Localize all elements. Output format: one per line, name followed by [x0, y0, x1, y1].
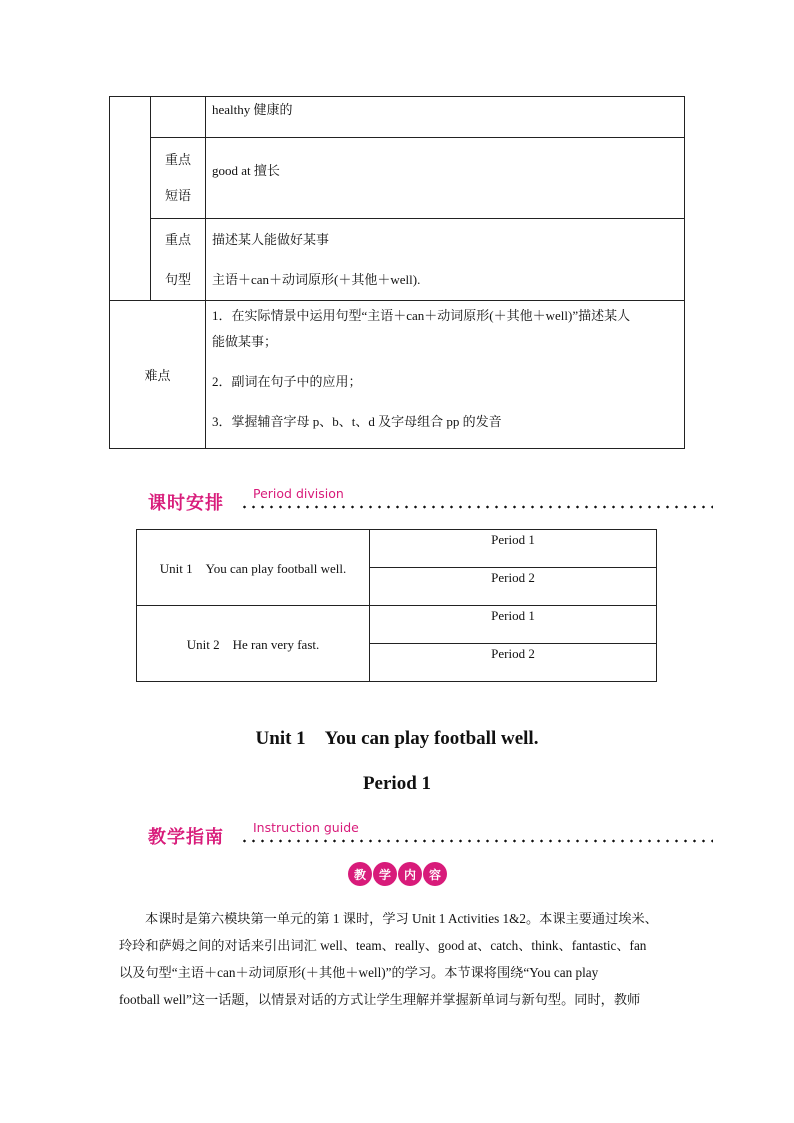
- period-division-title: 课时安排: [148, 493, 224, 514]
- period-cell: Period 1: [370, 530, 657, 568]
- instruction-guide-title: 教学指南: [148, 827, 224, 848]
- sentences-text: 描述某人能做好某事 主语＋can＋动词原形(＋其他＋well).: [206, 219, 685, 301]
- period-cell: Period 2: [370, 568, 657, 606]
- badge-char: 内: [398, 862, 422, 886]
- dotted-divider: [240, 505, 713, 509]
- period-table: [136, 529, 657, 682]
- unit-cell: Unit 1 You can play football well.: [137, 530, 370, 606]
- unit-cell: Unit 2 He ran very fast.: [137, 606, 370, 682]
- sentences-label: 重点 句型: [151, 219, 206, 301]
- badge-char: 学: [373, 862, 397, 886]
- content-paragraph: [119, 905, 677, 1013]
- badge-char: 容: [423, 862, 447, 886]
- badge-char: 教: [348, 862, 372, 886]
- period-division-heading: [148, 486, 713, 519]
- period-cell: Period 2: [370, 644, 657, 682]
- period-title: Period 1: [362, 773, 432, 794]
- paragraph-line: 本课时是第六模块第一单元的第 1 课时，学习 Unit 1 Activities 1&2。本课主要通过埃米、: [145, 911, 658, 926]
- instruction-guide-heading: [148, 820, 713, 853]
- unit-title: Unit 1 You can play football well.: [255, 728, 539, 749]
- objectives-table: [109, 96, 685, 449]
- teaching-content-badge: [348, 862, 447, 886]
- category-cell: [110, 97, 151, 301]
- paragraph-line: 以及句型“主语＋can＋动词原形(＋其他＋well)”的学习。本节课将围绕“You can play: [119, 965, 599, 980]
- paragraph-line: 玲玲和萨姆之间的对话来引出词汇 well、team、really、good at、catch、think、fantastic、fan: [119, 938, 647, 953]
- phrases-label: 重点 短语: [151, 138, 206, 219]
- vocab-text: healthy 健康的: [206, 97, 685, 138]
- dotted-divider: [240, 839, 713, 843]
- paragraph-line: football well”这一话题，以情景对话的方式让学生理解并掌握新单词与新句型。同时，教师: [119, 992, 641, 1007]
- period-division-subtitle: Period division: [253, 486, 344, 501]
- instruction-guide-subtitle: Instruction guide: [253, 820, 359, 835]
- period-cell: Period 1: [370, 606, 657, 644]
- vocab-label-cell: [151, 97, 206, 138]
- difficulty-text: 1．在实际情景中运用句型“主语＋can＋动词原形(＋其他＋well)”描述某人 能做某事； 2．副词在句子中的应用； 3．掌握辅音字母 p、b、t、d 及字母组合 pp 的发音: [206, 301, 685, 449]
- phrases-text: good at 擅长: [206, 138, 685, 219]
- difficulty-label: 难点: [110, 301, 206, 449]
